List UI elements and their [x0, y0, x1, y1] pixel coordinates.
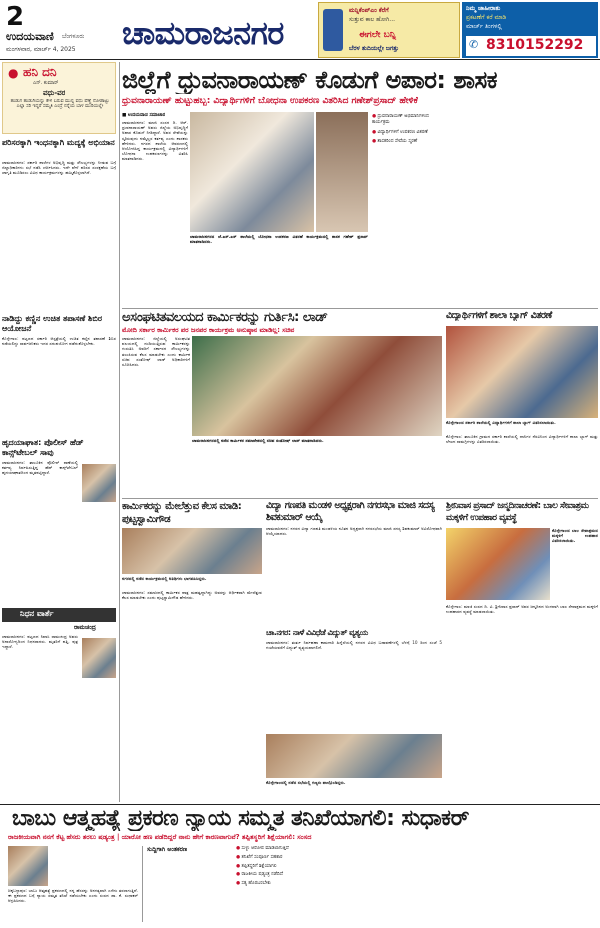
bullet-icon: ● [236, 854, 242, 860]
bullet-item: ● ಸತ್ಯ ಹೊರಬರಬೇಕು [236, 881, 271, 887]
ad-line: ಮಾರ್ಚ್ ತಿಂಗಳಲ್ಲಿ [466, 23, 502, 30]
story-body-continued [192, 452, 442, 496]
phone-number-text: 8310152292 [486, 37, 584, 53]
story-photo-caption: ಕೊಳ್ಳೇಗಾಲದ ಸರ್ಕಾರಿ ಶಾಲೆಯಲ್ಲಿ ವಿದ್ಯಾರ್ಥಿಗಳಿಗೆ ಶಾಲಾ ಬ್ಯಾಗ್ ವಿತರಿಸಲಾಯಿತು. [446, 420, 556, 425]
story-body: ಕೊಳ್ಳೇಗಾಲ: ತಾಲೂಕಿನ ಗ್ರಾಮದ ಸರ್ಕಾರಿ ಶಾಲೆಯಲ್ಲಿ ದಾನಿಗಳ ನೆರವಿನಿಂದ ವಿದ್ಯಾರ್ಥಿಗಳಿಗೆ ಶಾಲಾ ಬ್ಯಾಗ್ ಮತ್ತು ಲೇಖನ ಸಾಮಗ್ರಿಗಳನ್ನು ವಿತರಿಸಲಾಯಿತು. [446, 434, 598, 445]
masthead-divider [0, 59, 600, 60]
story-photo [192, 336, 442, 436]
poem-title: ವಧು-ವರ [43, 89, 66, 97]
bullet-icon: ● [372, 114, 378, 119]
brand-box [2, 62, 116, 134]
lead-body-right [372, 194, 444, 306]
drop-icon: ● [8, 66, 19, 80]
ad-line: ನಿಮ್ಮ ಜಾಹೀರಾತು [466, 5, 501, 12]
obituary-header [2, 608, 116, 622]
bullet-icon: ● [372, 129, 378, 135]
lead-byline: ■ ಉದಯವಾಣಿ ಸಮಾಚಾರ [122, 113, 166, 118]
person-photo [82, 464, 116, 502]
ad-line: ಬೆರಳ ತುದಿಯಲ್ಲೇ ಜಗತ್ತು [349, 45, 399, 52]
bullet-icon: ● [372, 139, 378, 145]
article-body [2, 554, 116, 604]
section-headline: ಪರಿಸರಕ್ಕಾಗಿ ಇಂಧನಕ್ಕಾಗಿ ಮದ್ಯಕ್ಕೆ ಅಭಿಯಾನ [2, 138, 115, 147]
section-divider [122, 498, 598, 499]
bullet-icon: ● [236, 863, 242, 869]
bullet-item: ● ಶಾಸಕರಿಂದ ಸೇವೆಯ ಸ್ಮರಣೆ [372, 139, 418, 145]
story-photo-caption: ಚಾಮರಾಜನಗರದಲ್ಲಿ ನಡೆದ ಕಾರ್ಮಿಕರ ಸಮಾವೇಶದಲ್ಲಿ ಸಚಿವ ಸಂತೋಷ್ ಲಾಡ್ ಮಾತನಾಡಿದರು. [192, 438, 324, 443]
lead-headline: ಜಿಲ್ಲೆಗೆ ಧ್ರುವನಾರಾಯಣ್ ಕೊಡುಗೆ ಅಪಾರ: ಶಾಸಕ [122, 66, 498, 94]
print-registration-marks [474, 918, 510, 924]
bottom-body-continued [344, 846, 468, 922]
obituary-title: ನಿಧನ ವಾರ್ತೆ [20, 609, 54, 618]
bottom-body: ಚಿಕ್ಕಬಳ್ಳಾಪುರ: ಬಾಬು ಆತ್ಮಹತ್ಯೆ ಪ್ರಕರಣದಲ್ಲಿ ನನ್ನ ಹೆಸರನ್ನು ಅನಗತ್ಯವಾಗಿ ಎಳೆದು ತರಲಾಗುತ್ತಿದೆ. ಈ ಪ್ರಕರಣದ ಬಗ್ಗೆ ನ್ಯಾಯ ಸಮ್ಮತ ತನಿಖೆ ನಡೆಯಬೇಕು ಎಂದು ಸಂಸದ ಡಾ. ಕೆ. ಸುಧಾಕರ್ ಆಗ್ರಹಿಸಿದರು. [8, 888, 138, 904]
ad-line: ಈಗಲೇ ಬನ್ನಿ [359, 30, 396, 40]
section-divider [122, 308, 598, 309]
lead-body-right [448, 114, 598, 306]
bullet-icon: ● [236, 881, 242, 887]
issue-date: ಮಂಗಳವಾರ, ಮಾರ್ಚ್ 4, 2025 [6, 46, 76, 53]
story-headline: ಚಾ.ನಗರ: ನಾಳೆ ವಿವಿಧೆಡೆ ವಿದ್ಯುತ್ ವ್ಯತ್ಯಯ [266, 628, 368, 637]
lead-body-continued [190, 254, 368, 306]
brand-author: ಎನ್. ಕುಮಾರ್ [33, 80, 59, 86]
section-title: ಚಾಮರಾಜನಗರ [122, 14, 284, 52]
story-photo-caption: ನಗರದಲ್ಲಿ ನಡೆದ ಕಾರ್ಯಕ್ರಮದಲ್ಲಿ ಅತಿಥಿಗಳು ಭಾಗವಹಿಸಿದ್ದರು. [122, 576, 207, 581]
story-headline: ಅಸಂಘಟಿತವಲಯದ ಕಾರ್ಮಿಕರನ್ನು ಗುರ್ತಿಸಿ: ಲಾಡ್ [122, 310, 328, 325]
person-photo [8, 846, 48, 886]
ad-phone-graphic [323, 9, 343, 51]
bottom-subhead: ರಾಜಕೀಯವಾಗಿ ನನಗೆ ಕೆಟ್ಟ ಹೆಸರು ತರಲು ಷಡ್ಯಂತ್ರ | ಯಾರೋ ಹಣ ಪಡೆದಿದ್ದರೆ ನಾನು ಹೇಗೆ ಕಾರಣವಾಗುವೆ? ತಪ್ಪಿತಸ್ಥರಿಗೆ ಶಿಕ್ಷೆಯಾಗಲಿ: ಸಂಸದ [8, 833, 312, 841]
story-body: ಕೊಳ್ಳೇಗಾಲ: ಮಾಜಿ ಸಂಸದ ದಿ. ವಿ. ಶ್ರೀನಿವಾಸ ಪ್ರಸಾದ್ ಅವರ ಜನ್ಮದಿನದ ಅಂಗವಾಗಿ ಬಾಲ ಸೇವಾಶ್ರಮದ ಮಕ್ಕಳಿಗೆ ಉಪಹಾರದ ವ್ಯವಸ್ಥೆ ಮಾಡಲಾಯಿತು. [446, 604, 598, 615]
story-headline: ವಿದ್ಯಾರ್ಥಿಗಳಿಗೆ ಶಾಲಾ ಬ್ಯಾಗ್ ವಿತರಣೆ [446, 310, 552, 321]
bullet-item: ● ತಪ್ಪಿತಸ್ಥರಿಗೆ ಶಿಕ್ಷೆಯಾಗಲಿ [236, 863, 277, 869]
story-body: ಚಾಮರಾಜನಗರ: ನಗರದ ವಿದ್ಯಾ ಗಣಪತಿ ಮಂಡಳಿಯ ನೂತನ ಅಧ್ಯಕ್ಷರಾಗಿ ನಗರಸಭೆಯ ಮಾಜಿ ಸದಸ್ಯ ಶಿವಕುಮಾರ್ ಅವಿರೋಧವಾಗಿ ಆಯ್ಕೆಯಾದರು. [266, 526, 442, 537]
bottom-bullets [236, 846, 340, 922]
bullet-item: ● ಧ್ರುವನಾರಾಯಣ್ ಅಭಿಮಾನಿಗಳಿಂದ ಕಾರ್ಯಕ್ರಮ [372, 114, 429, 125]
bullet-icon: ● [236, 872, 242, 878]
article-body: ಚಾಮರಾಜನಗರ: ತಾಲೂಕಿನ ಪೊಲೀಸ್ ಠಾಣೆಯಲ್ಲಿ ಕರ್ತವ್ಯ ನಿರ್ವಹಿಸುತ್ತಿದ್ದ ಹೆಡ್ ಕಾನ್ಸ್‌ಟೇಬಲ್ ಹೃದಯಾಘಾತದಿಂದ ಮೃತಪಟ್ಟಿದ್ದಾರೆ. [2, 460, 78, 476]
bottom-body-continued [472, 846, 598, 922]
lead-photo-caption: ಚಾಮರಾಜನಗರದ ಜೆ.ಎಸ್.ಎಸ್ ಶಾಲೆಯಲ್ಲಿ ಬೋಧನಾ ಉಪಕರಣ ವಿತರಣೆ ಕಾರ್ಯಕ್ರಮದಲ್ಲಿ ಶಾಸಕ ಗಣೇಶ್ ಪ್ರಸಾದ್ ಮಾತನಾಡಿದರು. [190, 234, 368, 245]
paper-name: ಉದಯವಾಣಿ [6, 30, 54, 43]
advertisement-banner [318, 2, 460, 58]
bullet-item: ● ತನಿಖೆಗೆ ಸಂಪೂರ್ಣ ಸಹಕಾರ [236, 854, 283, 860]
obituary-photo [82, 638, 116, 678]
section-headline: ನಾಡಿದ್ದು ಕಣ್ಣಿನ ಉಚಿತ ತಪಾಸಣೆ ಶಿಬಿರ ಆಯೋಜನೆ [2, 314, 103, 333]
obituary-name: ರಾಮಚಂದ್ರ [74, 624, 96, 631]
bullet-icon: ● [236, 846, 242, 851]
lead-portrait [316, 112, 368, 232]
article-body: ಕೊಳ್ಳೇಗಾಲ: ಪಟ್ಟಣದ ಸರ್ಕಾರಿ ಆಸ್ಪತ್ರೆಯಲ್ಲಿ ಉಚಿತ ಕಣ್ಣಿನ ತಪಾಸಣೆ ಶಿಬಿರ ನಡೆಯಲಿದ್ದು ಸಾರ್ವಜನಿಕರು ಇದರ ಸದುಪಯೋಗ ಪಡೆದುಕೊಳ್ಳಬೇಕು. [2, 336, 116, 347]
bullet-item: ● ಸುಳ್ಳು ಆರೋಪ ಮಾಡಲಾಗುತ್ತಿದೆ [236, 846, 289, 851]
article-body: ಚಾಮರಾಜನಗರ: ಸರ್ಕಾರಿ ಶಾಲೆಗಳ ಅಭಿವೃದ್ಧಿ ಮತ್ತು ಸೌಲಭ್ಯಗಳನ್ನು ನೀಡುವ ಬಗ್ಗೆ ಜಿಲ್ಲಾಧಿಕಾರಿಗಳು ಸಭೆ ನಡೆಸಿ ಚರ್ಚಿಸಿದರು. ಇದೇ ವೇಳೆ ಪರಿಸರ ಸಂರಕ್ಷಣೆಯ ಬಗ್ಗೆ ಜಾಗೃತಿ ಮೂಡಿಸಲು ವಿವಿಧ ಕಾರ್ಯಕ್ರಮಗಳನ್ನು ಹಮ್ಮಿಕೊಳ್ಳಲಾಗಿದೆ. [2, 160, 116, 176]
story-body: ಚಾಮರಾಜನಗರ: ತುರ್ತು ನಿರ್ವಹಣಾ ಕಾಮಗಾರಿ ಹಿನ್ನೆಲೆಯಲ್ಲಿ ನಗರದ ವಿವಿಧ ಬಡಾವಣೆಗಳಲ್ಲಿ ಬೆಳಗ್ಗೆ 10 ರಿಂದ ಸಂಜೆ 5 ಗಂಟೆಯವರೆಗೆ ವಿದ್ಯುತ್ ವ್ಯತ್ಯಯವಾಗಲಿದೆ. [266, 640, 442, 651]
story-photo [446, 326, 598, 418]
bottom-body [52, 846, 138, 886]
edition-label: ಬೆಂಗಳೂರು [62, 33, 85, 40]
ad-line: ಸುತ್ತುವ ಕಾಲ ಹೋಗಿ... [349, 16, 396, 23]
story-subhead: ಮೋದಿ ಸರ್ಕಾರ ಕಾರ್ಮಿಕರ ಪರ ಜನಪರ ಕಾರ್ಯಕ್ರಮ ಅನುಷ್ಠಾನ ಮಾಡಿಲ್ಲ: ಸಚಿವ [122, 326, 295, 334]
story-body: ಚಾಮರಾಜನಗರ: ಸಮಾಜದಲ್ಲಿ ಕಾರ್ಮಿಕರ ಪಾತ್ರ ಮಹತ್ವದ್ದಾಗಿದ್ದು ಅವರನ್ನು ಆರ್ಥಿಕವಾಗಿ ಮೇಲೆತ್ತುವ ಕೆಲಸ ಮಾಡಬೇಕು ಎಂದು ಪುಟ್ಟಸ್ವಾಮಿಗೌಡ ಹೇಳಿದರು. [122, 590, 262, 601]
brand-title: ಹನಿ ದನಿ [23, 65, 57, 79]
masthead [0, 0, 600, 60]
story-headline: ಶ್ರೀನಿವಾಸ ಪ್ರಸಾದ್ ಜನ್ಮದಿನಾಚರಣೆ: ಬಾಲ ಸೇವಾಶ್ರಮ ಮಕ್ಕಳಿಗೆ ಉಪಹಾರ ವ್ಯವಸ್ಥೆ [446, 501, 589, 523]
ad-line: ಪ್ರಕಟಣೆಗೆ ಕರೆ ಮಾಡಿ [466, 14, 507, 21]
obituary-body: ಚಾಮರಾಜನಗರ: ಪಟ್ಟಣದ ನಿವಾಸಿ ರಾಮಚಂದ್ರ ಅವರು ಅನಾರೋಗ್ಯದಿಂದ ನಿಧನರಾದರು. ಮೃತರಿಗೆ ಪತ್ನಿ, ಪುತ್ರ ಇದ್ದಾರೆ. [2, 634, 78, 650]
ad-phone-number [466, 36, 596, 56]
lead-photo [190, 112, 314, 232]
column-divider [119, 62, 120, 802]
lead-subhead: ಧ್ರುವನಾರಾಯಣ್ ಹುಟ್ಟುಹಬ್ಬ: ವಿದ್ಯಾರ್ಥಿಗಳಿಗೆ ಬೋಧನಾ ಉಪಕರಣ ವಿತರಿಸಿದ ಗಣೇಶ್‌ಪ್ರಸಾದ್ ಹೇಳಿಕೆ [122, 96, 418, 106]
ad-line: ಮನ್ನಿಕೆಂಪ್‌ಎಂ ಕೆರೆಗೆ [349, 7, 389, 14]
story-photo [266, 734, 442, 778]
bullet-item: ● ವಿದ್ಯಾರ್ಥಿಗಳಿಗೆ ಉಪಕರಣ ವಿತರಣೆ [372, 129, 428, 135]
story-headline: ಕಾರ್ಮಿಕರನ್ನು ಮೇಲೆತ್ತುವ ಕೆಲಸ ಮಾಡಿ: ಪುಟ್ಟಸ್ವಾಮಿಗೌಡ [122, 501, 242, 525]
story-body: ಚಾಮರಾಜನಗರ: ಜಿಲ್ಲೆಯಲ್ಲಿ ಅಸಂಘಟಿತ ವಲಯದಲ್ಲಿ ದುಡಿಯುತ್ತಿರುವ ಕಾರ್ಮಿಕರನ್ನು ಗುರುತಿಸಿ ಅವರಿಗೆ ಸರ್ಕಾರದ ಸೌಲಭ್ಯಗಳನ್ನು ತಲುಪಿಸುವ ಕೆಲಸ ಮಾಡಬೇಕು ಎಂದು ಕಾರ್ಮಿಕ ಸಚಿವ ಸಂತೋಷ್ ಲಾಡ್ ಅಧಿಕಾರಿಗಳಿಗೆ ಸೂಚಿಸಿದರು. [122, 336, 190, 368]
bottom-box [142, 846, 232, 922]
phone-icon: ✆ [469, 38, 479, 51]
box-body [147, 855, 231, 921]
bottom-divider [0, 804, 600, 805]
bottom-headline: ಬಾಬು ಆತ್ಮಹತ್ಯೆ ಪ್ರಕರಣ ನ್ಯಾಯ ಸಮ್ಮತ ತನಿಖೆಯಾಗಲಿ: ಸುಧಾಕರ್ [12, 806, 469, 831]
story-photo [446, 528, 550, 600]
poem-text: ಹುಡುಗ ಹುಡುಗಿಯನ್ನು ಕೇಳ ಬರುವ ಮುನ್ನ ವಧು ಪೆಣ್ಣೆ ನೋಡಾಟ್ಟು ಎಲ್ಲಾ ಸರಿ ಇದ್ದರೆ ಸಮ್ಮತಿ ಎಂದ್ರೆ ನನ್ನೆಯ ಬಾಳ ಮುರಿಯಲ್ಲೇ [10, 99, 110, 110]
page-number: 2 [6, 2, 24, 32]
print-registration-marks [90, 918, 126, 924]
left-column [0, 62, 118, 802]
bullet-item: ● ರಾಜಕೀಯ ಷಡ್ಯಂತ್ರ ನಡೆದಿದೆ [236, 872, 284, 878]
section-headline: ಹೃದಯಾಘಾತ: ಪೊಲೀಸ್ ಹೆಡ್‌ ಕಾನ್ಸ್‌ಟೇಬಲ್ ಸಾವು [2, 438, 84, 457]
lead-bullet-box [372, 114, 444, 190]
story-photo-caption: ಕೊಳ್ಳೇಗಾಲದ ಬಾಲ ಸೇವಾಶ್ರಮದ ಮಕ್ಕಳಿಗೆ ಉಪಹಾರ ವಿತರಿಸಲಾಯಿತು. [552, 528, 598, 544]
advertisement-banner [462, 2, 598, 58]
box-title: ಸುದ್ದಿಗಾಗಿ ಅಂತಕರಣ [147, 846, 188, 853]
story-photo-caption: ಕೊಳ್ಳೇಗಾಲದಲ್ಲಿ ನಡೆದ ಸಭೆಯಲ್ಲಿ ಗಣ್ಯರು ಪಾಲ್ಗೊಂಡಿದ್ದರು. [266, 780, 346, 785]
story-headline: ವಿದ್ಯಾ ಗಣಪತಿ ಮಂಡಳಿ ಅಧ್ಯಕ್ಷರಾಗಿ ನಗರಸಭಾ ಮಾಜಿ ಸದಸ್ಯ ಶಿವಕುಮಾರ್ ಆಯ್ಕೆ [266, 500, 435, 523]
lead-body: ಚಾಮರಾಜನಗರ: ಮಾಜಿ ಸಂಸದ ದಿ. ಆರ್. ಧ್ರುವನಾರಾಯಣ್ ಅವರು ಜಿಲ್ಲೆಯ ಅಭಿವೃದ್ಧಿಗೆ ಅಪಾರ ಕೊಡುಗೆ ನೀಡಿದ್ದಾರೆ. ಅವರ ಸೇವೆಯನ್ನು ಸ್ಮರಿಸುವುದು ನಮ್ಮೆಲ್ಲರ ಕರ್ತವ್ಯ ಎಂದು ಶಾಸಕರು ಹೇಳಿದರು. ನಗರದ ಶಾಲೆಯ ಆವರಣದಲ್ಲಿ ಆಯೋಜಿಸಿದ್ದ ಕಾರ್ಯಕ್ರಮದಲ್ಲಿ ವಿದ್ಯಾರ್ಥಿಗಳಿಗೆ ಬೋಧನಾ ಉಪಕರಣಗಳನ್ನು ವಿತರಿಸಿ ಮಾತನಾಡಿದರು. [122, 120, 188, 162]
story-photo [122, 528, 262, 574]
